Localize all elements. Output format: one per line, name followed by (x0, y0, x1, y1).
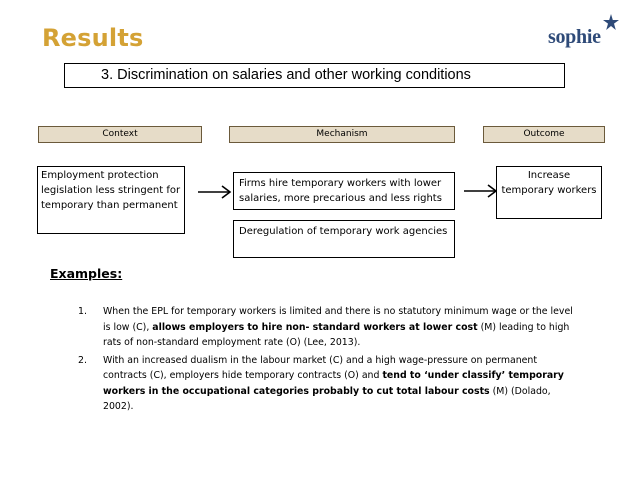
list-item (78, 304, 578, 351)
column-header-context: Context (38, 126, 202, 143)
example-emphasis: tend to ‘under classify’ temporary workers in the occupational categories probably to cut total labour costs (103, 370, 564, 397)
arrow-right-icon (464, 184, 498, 198)
mechanism-box-2: Deregulation of temporary work agencies (233, 220, 455, 258)
section-subtitle: 3. Discrimination on salaries and other working conditions (64, 63, 565, 88)
outcome-box: Increase temporary workers (496, 166, 602, 219)
list-number: 1. (78, 306, 87, 317)
list-item (78, 353, 578, 415)
list-number: 2. (78, 354, 87, 366)
example-text: When the EPL for temporary workers is limited and there is no statutory minimum wage or the level is low (C), (103, 306, 573, 333)
example-text: With an increased dualism in the labour market (C) and a high wage-pressure on permanent contracts (C), employers hide temporary contracts (O) and (103, 354, 538, 381)
column-header-outcome: Outcome (483, 126, 605, 143)
star-icon (603, 14, 619, 30)
column-header-mechanism: Mechanism (229, 126, 455, 143)
example-text: (M) (Dolado, 2002). (103, 385, 551, 412)
logo-text: sophie (548, 26, 601, 48)
examples-list (78, 304, 578, 417)
example-emphasis: allows employers to hire non- standard workers at lower cost (152, 321, 478, 333)
examples-heading: Examples: (50, 266, 123, 281)
sophie-logo (548, 14, 618, 54)
context-box: Employment protection legislation less stringent for temporary than permanent (37, 166, 185, 234)
mechanism-box-1: Firms hire temporary workers with lower salaries, more precarious and less rights (233, 172, 455, 210)
arrow-right-icon (198, 185, 232, 199)
page-title: Results (42, 24, 144, 52)
example-text: (M) leading to high rats of non-standard employment rate (O) (Lee, 2013). (103, 321, 570, 348)
